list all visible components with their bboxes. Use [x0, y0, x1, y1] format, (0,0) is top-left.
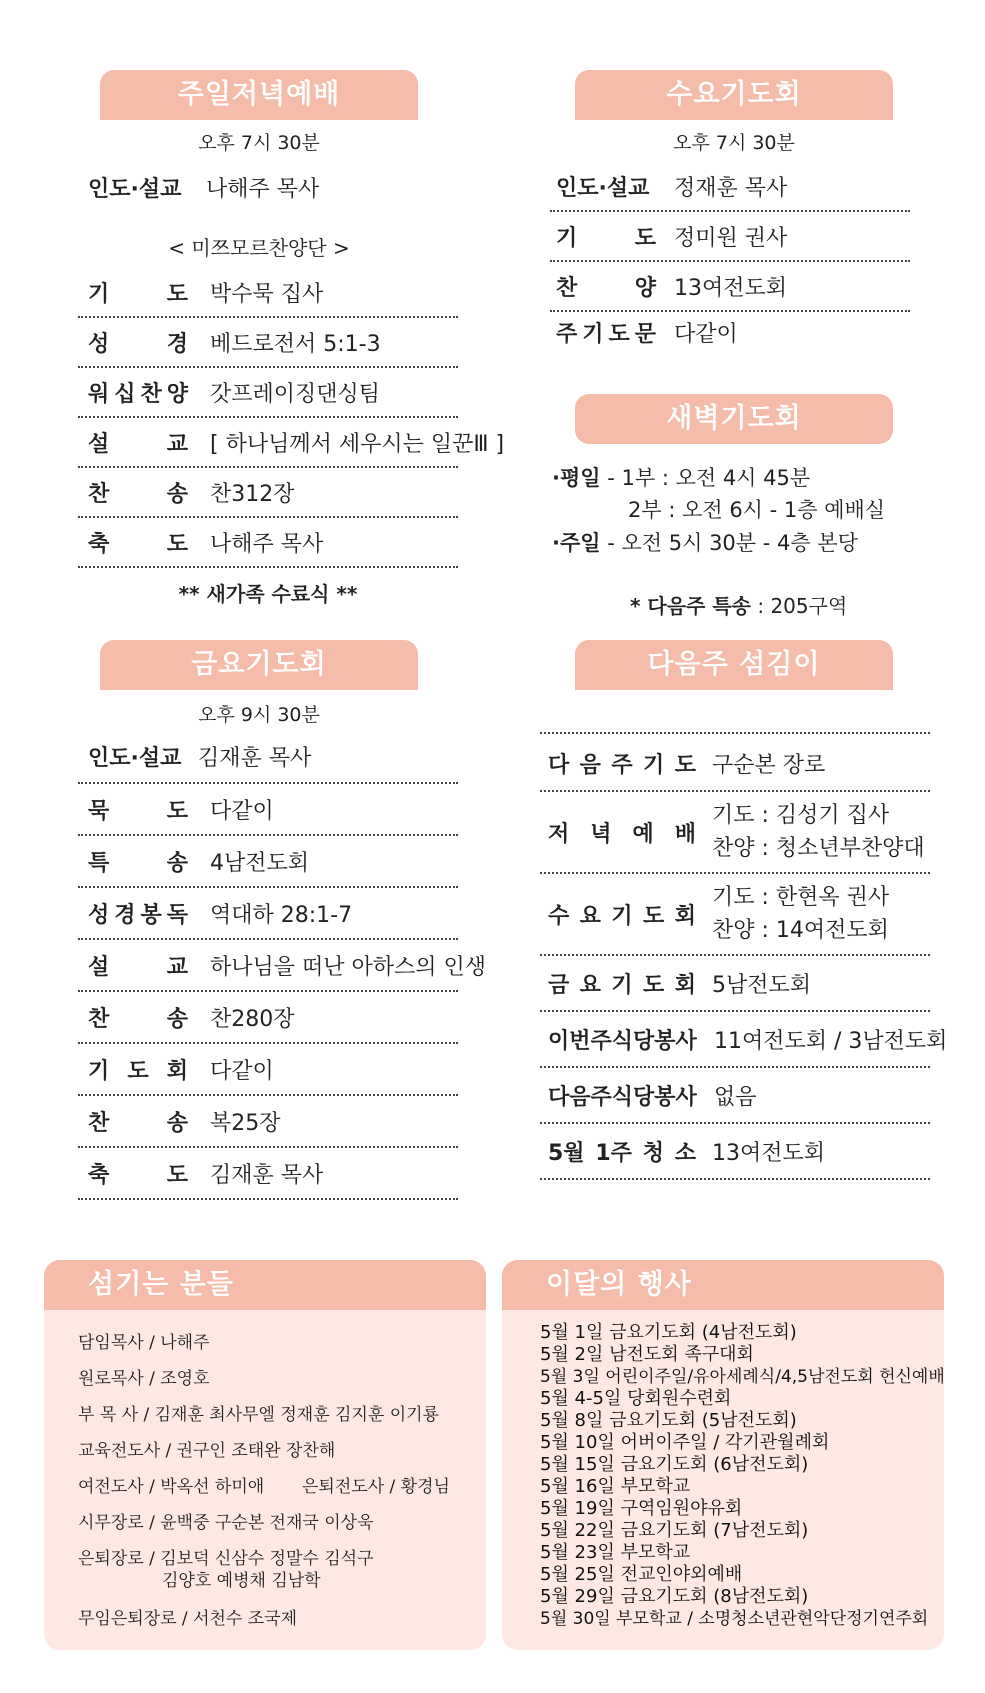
staff-emeritus-pastor: 원로목사 / 조영호 [78, 1369, 210, 1389]
events-title: 이달의 행사 [502, 1260, 944, 1310]
row-value: [ 하나님께서 세우시는 일꾼Ⅲ ] [210, 431, 505, 457]
row-label: 찬 양 [556, 275, 656, 301]
staff-elders: 시무장로 / 윤백중 구순본 전재국 이상욱 [78, 1513, 374, 1533]
event-item: 5월 4-5일 당회원수련회 [540, 1388, 732, 1409]
leader-label: 인도·설교 [88, 177, 182, 202]
row-label: 이번주식당봉사 [548, 1028, 697, 1054]
row-value-2: 찬양 : 14여전도회 [712, 918, 889, 943]
row-value: 13여전도회 [712, 1140, 826, 1166]
staff-education-evangelists: 교육전도사 / 권구인 조태완 장찬해 [78, 1441, 336, 1461]
row-label: 찬 송 [88, 481, 188, 507]
friday-row-hymn [78, 992, 458, 1044]
sunday-row-sermon [78, 418, 505, 468]
row-value: 다같이 [674, 321, 738, 347]
staff-unassigned-retired-elders: 무임은퇴장로 / 서천수 조국제 [78, 1609, 298, 1629]
row-label: 성 경 봉 독 [88, 902, 188, 928]
wednesday-row-leader [550, 162, 910, 212]
row-value: 찬312장 [210, 481, 295, 507]
row-value: 역대하 28:1-7 [210, 902, 353, 928]
event-item: 5월 10일 어버이주일 / 각기관월례회 [540, 1432, 830, 1453]
row-label: 5월 1주 청 소 [548, 1140, 696, 1166]
wednesday-time: 오후 7시 30분 [673, 132, 795, 154]
sunday-row-worship [78, 368, 458, 418]
row-label: 축 도 [88, 1162, 188, 1188]
row-label: 특 송 [88, 850, 188, 876]
row-label: 인도·설교 [88, 745, 182, 771]
row-value: 13여전도회 [674, 275, 788, 301]
row-label: 찬 송 [88, 1110, 188, 1136]
event-item: 5월 23일 부모학교 [540, 1542, 691, 1563]
friday-title: 금요기도회 [100, 640, 418, 690]
staff-retired-elders: 은퇴장로 / 김보덕 신삼수 정말수 김석구 [78, 1549, 374, 1569]
row-value: 베드로전서 5:1-3 [210, 331, 381, 357]
next-row-kitchen-this [540, 1012, 948, 1068]
friday-row-reading [78, 888, 458, 940]
row-label: 주 기 도 문 [556, 321, 656, 347]
row-value: 하나님을 떠난 아하스의 인생 [210, 954, 487, 980]
next-row-kitchen-next [540, 1068, 930, 1124]
friday-row-hymn-2 [78, 1096, 458, 1148]
row-label: 다음주식당봉사 [548, 1084, 697, 1110]
servants-title: 섬기는 분들 [44, 1260, 486, 1310]
row-value: 다같이 [210, 798, 274, 824]
staff-retired-elders-2: 김양호 예병채 김남학 [162, 1571, 321, 1591]
event-item: 5월 1일 금요기도회 (4남전도회) [540, 1322, 797, 1343]
row-label: 금 요 기 도 회 [548, 972, 696, 998]
staff-senior-pastor: 담임목사 / 나해주 [78, 1333, 210, 1353]
next-row-cleaning [540, 1124, 930, 1180]
next-row-evening [540, 792, 930, 874]
sunday-row-hymn [78, 468, 458, 518]
next-week-top-rule [540, 732, 930, 734]
event-item: 5월 16일 부모학교 [540, 1476, 691, 1497]
row-value: 복25장 [210, 1110, 281, 1136]
dawn-sunday-label: ·주일 [552, 531, 601, 555]
next-row-friday [540, 956, 930, 1012]
friday-time: 오후 9시 30분 [198, 704, 320, 726]
next-week-title: 다음주 섬김이 [575, 640, 893, 690]
sunday-row-benediction [78, 518, 458, 568]
row-value: 없음 [714, 1084, 757, 1110]
row-value: 찬280장 [210, 1006, 295, 1032]
row-label: 저 녁 예 배 [548, 821, 696, 847]
dawn-sunday-time: - 오전 5시 30분 - 4층 본당 [607, 531, 858, 555]
row-label: 설 교 [88, 431, 188, 457]
staff-female-evangelists: 여전도사 / 박옥선 하미애 [78, 1477, 265, 1497]
row-label: 묵 도 [88, 798, 188, 824]
row-label: 성 경 [88, 331, 188, 357]
row-value: 김재훈 목사 [210, 1162, 324, 1188]
sunday-evening-time: 오후 7시 30분 [198, 132, 320, 154]
row-value: 다같이 [210, 1058, 274, 1084]
sunday-evening-leader [88, 172, 319, 203]
dawn-weekday-2: 2부 : 오전 6시 - 1층 예배실 [628, 498, 886, 522]
event-item: 5월 2일 남전도회 족구대회 [540, 1344, 754, 1365]
row-label: 축 도 [88, 531, 188, 557]
event-item: 5월 25일 전교인야외예배 [540, 1564, 743, 1585]
dawn-special-value: : 205구역 [751, 594, 848, 618]
event-item: 5월 22일 금요기도회 (7남전도회) [540, 1520, 809, 1541]
event-item: 5월 3일 어린이주일/유아세례식/4,5남전도회 헌신예배 [540, 1367, 945, 1387]
friday-row-special-song [78, 836, 458, 888]
row-value: 5남전도회 [712, 972, 812, 998]
row-value-1: 기도 : 김성기 집사 [712, 803, 890, 828]
row-label: 찬 송 [88, 1006, 188, 1032]
friday-row-benediction [78, 1148, 458, 1200]
friday-row-sermon [78, 940, 487, 992]
row-value: 정미원 권사 [674, 225, 788, 251]
wednesday-row-praise [550, 262, 910, 312]
event-item: 5월 19일 구역임원야유회 [540, 1498, 743, 1519]
row-value: 박수묵 집사 [210, 281, 324, 307]
row-value-2: 찬양 : 청소년부찬양대 [712, 836, 925, 861]
wednesday-title: 수요기도회 [575, 70, 893, 120]
row-label: 기 도 [88, 281, 188, 307]
row-value: 4남전도회 [210, 850, 310, 876]
row-label: 수 요 기 도 회 [548, 903, 696, 929]
row-value: 11여전도회 / 3남전도회 [714, 1028, 948, 1054]
next-row-wednesday [540, 874, 930, 956]
staff-retired-evangelist: 은퇴전도사 / 황경님 [302, 1477, 450, 1497]
wednesday-row-prayer [550, 212, 910, 262]
wednesday-row-lords-prayer [550, 310, 910, 354]
row-value: 구순본 장로 [712, 752, 826, 778]
row-value: 김재훈 목사 [198, 745, 312, 771]
leader-value: 나해주 목사 [206, 177, 320, 202]
sunday-row-scripture [78, 318, 458, 368]
sunday-row-prayer [78, 268, 458, 318]
row-label: 기 도 [556, 225, 656, 251]
row-values [712, 799, 930, 865]
dawn-title: 새벽기도회 [575, 394, 893, 444]
row-value-1: 기도 : 한현옥 권사 [712, 885, 890, 910]
event-item: 5월 29일 금요기도회 (8남전도회) [540, 1586, 809, 1607]
row-label: 설 교 [88, 954, 188, 980]
sunday-note: ** 새가족 수료식 ** [178, 582, 358, 606]
event-item: 5월 15일 금요기도회 (6남전도회) [540, 1454, 809, 1475]
row-value: 나해주 목사 [210, 531, 324, 557]
row-value: 갓프레이징댄싱팀 [210, 381, 381, 407]
event-item: 5월 30일 부모학교 / 소명청소년관현악단정기연주회 [540, 1609, 929, 1629]
friday-row-leader [78, 730, 458, 784]
row-label: 인도·설교 [556, 175, 650, 201]
row-value: 정재훈 목사 [674, 175, 788, 201]
dawn-sunday [552, 527, 858, 557]
sunday-evening-title: 주일저녁예배 [100, 70, 418, 120]
dawn-special-label: * 다음주 특송 [630, 594, 751, 618]
friday-row-silent-prayer [78, 784, 458, 836]
choir-name: < 미쯔모르찬양단 > [168, 236, 350, 260]
dawn-weekday-1: - 1부 : 오전 4시 45분 [607, 466, 811, 490]
next-row-prayer [540, 736, 930, 792]
row-label: 다 음 주 기 도 [548, 752, 696, 778]
dawn-weekday [552, 462, 810, 492]
event-item: 5월 8일 금요기도회 (5남전도회) [540, 1410, 797, 1431]
dawn-special [630, 590, 847, 619]
row-label: 기 도 회 [88, 1058, 188, 1084]
row-values [712, 881, 930, 947]
staff-associate-pastors: 부 목 사 / 김재훈 최사무엘 정재훈 김지훈 이기룡 [78, 1405, 439, 1425]
friday-row-prayer-meeting [78, 1044, 458, 1096]
dawn-weekday-label: ·평일 [552, 466, 601, 490]
row-label: 워 십 찬 양 [88, 381, 188, 407]
